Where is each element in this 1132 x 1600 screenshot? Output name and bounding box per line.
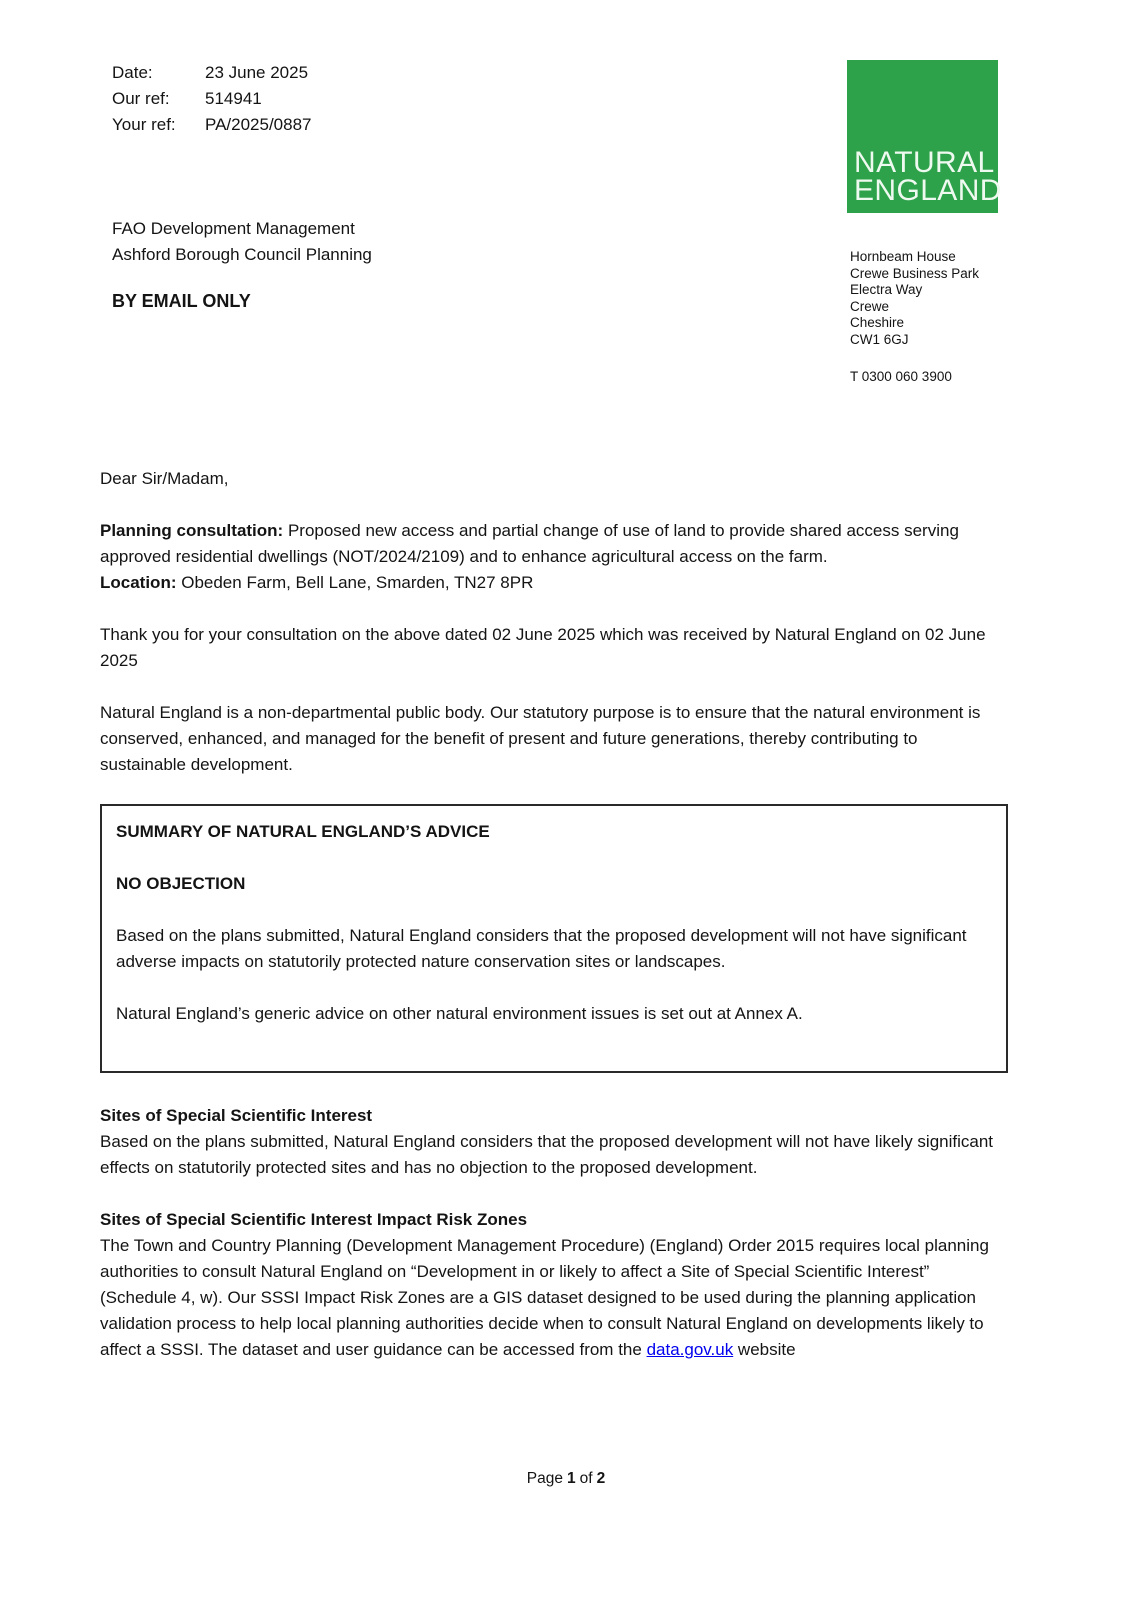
sender-address-line: Electra Way (850, 282, 923, 297)
page-footer (0, 1466, 1132, 1492)
date-value: 23 June 2025 (205, 63, 309, 82)
sender-phone: T 0300 060 3900 (850, 369, 952, 384)
consultation-text: Proposed new access and partial change of use of land to provide shared access serving approved residential dwellings (NOT/2024/2109) and to enhance agricultural access on the farm. (100, 521, 959, 566)
summary-paragraph-2: Natural England’s generic advice on other natural environment issues is set out at Annex A. (116, 1004, 803, 1023)
recipient-line-1: FAO Development Management (112, 219, 355, 238)
our-ref-label: Our ref: (112, 89, 170, 108)
footer-total-pages: 2 (596, 1470, 606, 1487)
recipient-line-2: Ashford Borough Council Planning (112, 245, 372, 264)
irz-body-after-link: website (733, 1340, 796, 1359)
logo-line-england: ENGLAND (854, 174, 1002, 207)
logo-line-natural: NATURAL (854, 146, 995, 179)
location-label: Location: (100, 573, 177, 592)
recipient-block (112, 216, 372, 268)
summary-box-title: SUMMARY OF NATURAL ENGLAND’S ADVICE (116, 822, 490, 841)
our-ref-value: 514941 (205, 89, 262, 108)
footer-page-word: Page (526, 1470, 563, 1487)
natural-england-logo-text (847, 146, 1006, 213)
delivery-method: BY EMAIL ONLY (112, 291, 251, 311)
consultation-paragraph (100, 518, 1008, 596)
section-impact-risk-zones (100, 1207, 1008, 1363)
ref-row-your-ref (112, 112, 312, 138)
your-ref-value: PA/2025/0887 (205, 115, 312, 134)
footer-page-number: 1 (567, 1470, 576, 1487)
data-gov-uk-link[interactable]: data.gov.uk (646, 1340, 734, 1359)
letter-body (100, 466, 1008, 1389)
sender-address-line: Hornbeam House (850, 249, 956, 264)
consultation-label: Planning consultation: (100, 521, 284, 540)
sender-address-line: Cheshire (850, 315, 905, 330)
irz-heading: Sites of Special Scientific Interest Impact Risk Zones (100, 1210, 528, 1229)
summary-paragraph-1: Based on the plans submitted, Natural England considers that the proposed development will not have significant adverse impacts on statutorily protected nature conservation sites or landscapes. (116, 926, 967, 971)
thanks-paragraph: Thank you for your consultation on the above dated 02 June 2025 which was received by Natural England on 02 June 2025 (100, 625, 986, 670)
ref-row-our-ref (112, 86, 312, 112)
sender-address-line: Crewe (850, 298, 890, 314)
sender-address-line: CW1 6GJ (850, 331, 909, 347)
section-sssi (100, 1103, 1008, 1181)
ref-row-date (112, 60, 312, 86)
sender-address-block (850, 249, 979, 386)
sender-address-line: Crewe Business Park (850, 265, 980, 281)
salutation: Dear Sir/Madam, (100, 469, 229, 488)
reference-block (112, 60, 312, 138)
footer-of-word: of (579, 1470, 593, 1487)
irz-body-before-link: The Town and Country Planning (Development Management Procedure) (England) Order 2015 requires local planning authorities to consult Natural England on “Development in or likely to affect a Site of Special Scientific Interest” (Schedule 4, w). Our SSSI Impact Risk Zones are a GIS dataset designed to be used during the planning application validation process to help local planning authorities decide when to consult Natural England on developments likely to affect a SSSI. The dataset and user guidance can be accessed from the (100, 1236, 989, 1359)
your-ref-label: Your ref: (112, 115, 176, 134)
sssi-heading: Sites of Special Scientific Interest (100, 1106, 373, 1125)
irz-body (100, 1233, 1008, 1363)
summary-advice-box (100, 804, 1008, 1073)
summary-verdict: NO OBJECTION (116, 874, 246, 893)
location-text: Obeden Farm, Bell Lane, Smarden, TN27 8PR (176, 573, 534, 592)
natural-england-logo (847, 60, 1002, 213)
purpose-paragraph: Natural England is a non-departmental public body. Our statutory purpose is to ensure that the natural environment is conserved, enhanced, and managed for the benefit of present and future generations, thereby contributing to sustainable development. (100, 703, 981, 774)
sssi-body: Based on the plans submitted, Natural England considers that the proposed development will not have likely significant effects on statutorily protected sites and has no objection to the proposed development. (100, 1132, 994, 1177)
date-label: Date: (112, 63, 153, 82)
